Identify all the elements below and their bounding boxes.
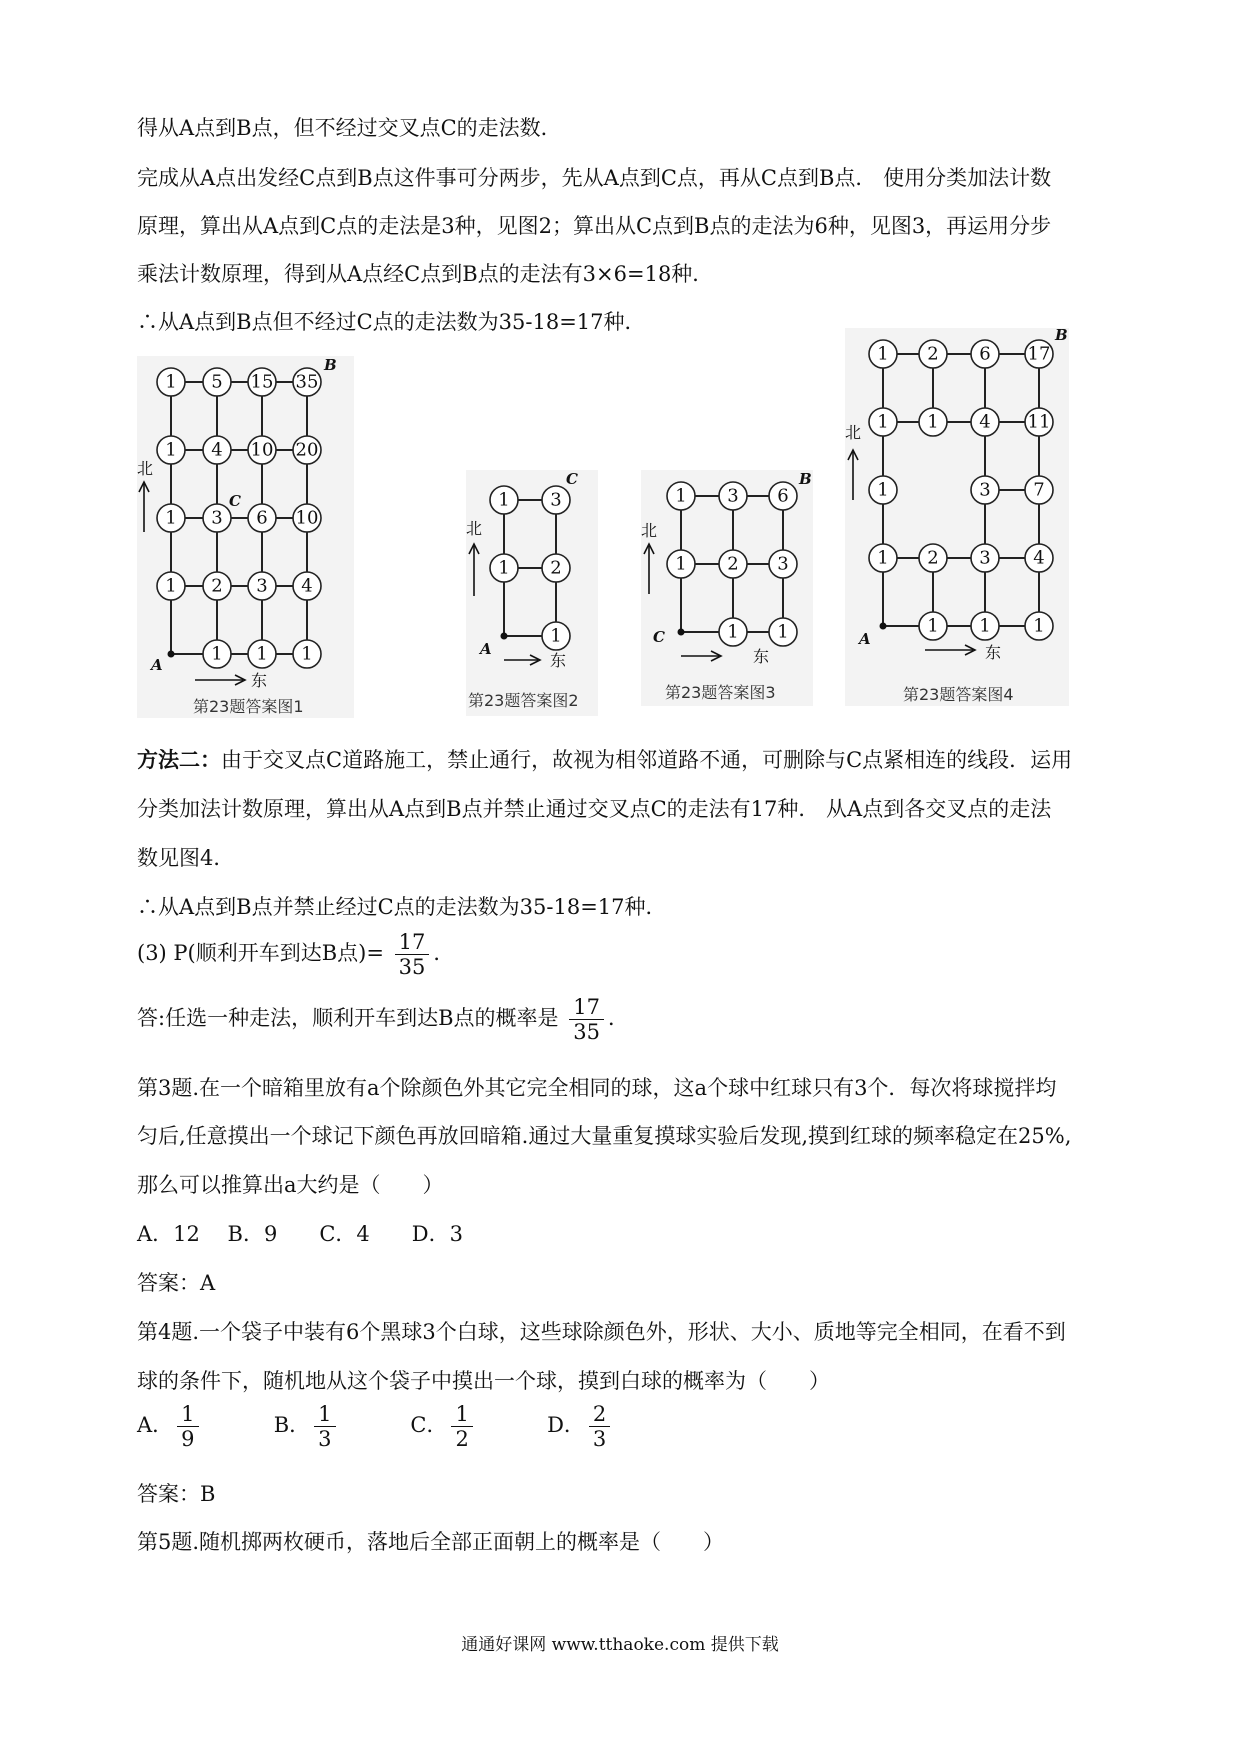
text-line: 分类加法计数原理，算出从A点到B点并禁止通过交叉点C的走法有17种． 从A点到各交叉点的走法 <box>137 797 1052 821</box>
fraction-denominator: 9 <box>181 1427 195 1452</box>
node-value: 5 <box>211 371 223 393</box>
text-run: 答:任选一种走法，顺利开车到达B点的概率是 <box>137 1006 559 1031</box>
question-4-answer: 答案：B <box>137 1482 216 1506</box>
node-value: 1 <box>927 411 939 433</box>
text-line: 乘法计数原理，得到从A点经C点到B点的走法有3×6=18种． <box>137 262 714 286</box>
node-value: 1 <box>877 343 889 365</box>
label-b: B <box>324 356 337 374</box>
label-c: C <box>653 628 665 646</box>
question-4-line: 第4题.一个袋子中装有6个黑球3个白球，这些球除颜色外，形状、大小、质地等完全相同，在看不到 <box>137 1320 1066 1344</box>
option-letter: D． <box>547 1413 585 1438</box>
question-3-line: 第3题.在一个暗箱里放有a个除颜色外其它完全相同的球，这a个球中红球只有3个．每次将球搅拌均 <box>137 1076 1057 1100</box>
label-c: C <box>229 492 241 510</box>
answer-line <box>137 995 629 1044</box>
fraction <box>395 930 430 979</box>
page-footer: 通通好课网 www.tthaoke.com 提供下载 <box>461 1635 779 1655</box>
text-line: 那么可以推算出a大约是（ ） <box>137 1173 444 1197</box>
node-value: 1 <box>498 557 510 579</box>
option-letter: B． <box>273 1413 311 1438</box>
node-value: 3 <box>256 575 268 597</box>
node-value: 1 <box>877 547 889 569</box>
fraction <box>589 1402 610 1451</box>
method-two-line <box>137 744 1072 774</box>
east-label: 东 <box>985 643 1002 662</box>
label-a: A <box>480 640 492 658</box>
node-value: 1 <box>979 615 991 637</box>
fraction-numerator: 17 <box>569 995 604 1020</box>
east-arrow-icon <box>681 651 721 661</box>
east-label: 东 <box>251 671 268 690</box>
question-4-options <box>137 1402 677 1451</box>
node-value: 7 <box>1033 479 1045 501</box>
figure-1 <box>137 356 354 718</box>
node-value: 10 <box>250 439 274 461</box>
text-line: 数见图4． <box>137 846 235 870</box>
north-label: 北 <box>137 459 154 478</box>
question-3-options: A．12 B．9 C．4 D．3 <box>137 1222 463 1246</box>
label-a: A <box>859 630 871 648</box>
fraction <box>451 1402 472 1451</box>
node-value: 1 <box>675 553 687 575</box>
figure-2 <box>466 470 598 716</box>
node-value: 1 <box>256 643 268 665</box>
node-value: 1 <box>927 615 939 637</box>
node-value: 3 <box>979 479 991 501</box>
point-a <box>501 633 508 640</box>
node-value: 3 <box>777 553 789 575</box>
east-arrow-icon <box>925 645 975 655</box>
node-value: 1 <box>498 489 510 511</box>
node-value: 3 <box>979 547 991 569</box>
node-value: 6 <box>256 507 268 529</box>
text-run: 由于交叉点C道路施工，禁止通行，故视为相邻道路不通，可删除与C点紧相连的线段．运用 <box>221 748 1073 772</box>
node-value: 2 <box>550 557 562 579</box>
node-value: 4 <box>1033 547 1045 569</box>
label-b: B <box>1055 328 1068 344</box>
text-run: ． <box>607 1006 629 1031</box>
node-value: 11 <box>1027 411 1051 433</box>
text-run: (3) P(顺利开车到达B点)= <box>137 941 384 966</box>
node-value: 17 <box>1027 343 1051 365</box>
north-label: 北 <box>641 521 658 540</box>
text-line: 完成从A点出发经C点到B点这件事可分两步，先从A点到C点，再从C点到B点． 使用分类加法计数 <box>137 166 1052 190</box>
figure-caption: 第23题答案图4 <box>903 685 1014 704</box>
node-value: 1 <box>675 485 687 507</box>
node-value: 4 <box>301 575 313 597</box>
point-c <box>678 629 685 636</box>
figure-caption: 第23题答案图3 <box>665 683 776 702</box>
node-value: 6 <box>979 343 991 365</box>
north-arrow-icon <box>644 544 654 594</box>
east-label: 东 <box>753 647 770 666</box>
north-label: 北 <box>466 519 483 538</box>
probability-line <box>137 930 454 979</box>
option-letter: C． <box>410 1413 448 1438</box>
fraction <box>177 1402 198 1451</box>
option-b <box>274 1402 404 1451</box>
label-c: C <box>566 470 578 488</box>
east-arrow-icon <box>504 655 540 665</box>
node-value: 1 <box>301 643 313 665</box>
node-value: 3 <box>550 489 562 511</box>
question-5-line: 第5题.随机掷两枚硬币，落地后全部正面朝上的概率是（ ） <box>137 1530 725 1554</box>
label-b: B <box>799 470 812 488</box>
node-value: 1 <box>550 625 562 647</box>
figure-3 <box>641 470 813 706</box>
node-value: 1 <box>165 439 177 461</box>
node-value: 35 <box>295 371 319 393</box>
north-arrow-icon <box>848 450 858 500</box>
node-value: 1 <box>727 621 739 643</box>
east-label: 东 <box>550 651 567 670</box>
node-value: 1 <box>165 371 177 393</box>
text-line: ∴从A点到B点但不经过C点的走法数为35-18=17种． <box>137 310 646 334</box>
figure-4 <box>845 328 1069 706</box>
figure-caption: 第23题答案图1 <box>193 697 304 716</box>
node-value: 1 <box>1033 615 1045 637</box>
node-value: 1 <box>165 575 177 597</box>
fraction-numerator: 1 <box>314 1402 335 1427</box>
node-value: 10 <box>295 507 319 529</box>
option-d <box>547 1402 677 1451</box>
text-line: 得从A点到B点，但不经过交叉点C的走法数． <box>137 116 562 140</box>
fraction-denominator: 3 <box>318 1427 332 1452</box>
option-c <box>410 1402 540 1451</box>
fraction-denominator: 35 <box>398 955 426 980</box>
node-value: 3 <box>211 507 223 529</box>
node-value: 2 <box>927 547 939 569</box>
node-value: 1 <box>165 507 177 529</box>
text-run: ． <box>433 941 455 966</box>
node-value: 3 <box>727 485 739 507</box>
east-arrow-icon <box>195 675 245 685</box>
fraction-denominator: 3 <box>592 1427 607 1452</box>
node-value: 15 <box>250 371 274 393</box>
node-value: 2 <box>927 343 939 365</box>
north-label: 北 <box>845 423 862 442</box>
node-value: 6 <box>777 485 789 507</box>
node-value: 2 <box>727 553 739 575</box>
fraction-numerator: 17 <box>395 930 430 955</box>
node-circles <box>869 340 1053 640</box>
node-value: 4 <box>979 411 991 433</box>
figure-caption: 第23题答案图2 <box>468 691 579 710</box>
node-value: 1 <box>877 479 889 501</box>
text-line: 原理，算出从A点到C点的走法是3种，见图2；算出从C点到B点的走法为6种，见图3，再运用分步 <box>137 214 1052 238</box>
fraction-denominator: 2 <box>455 1427 469 1452</box>
text-line: 球的条件下，随机地从这个袋子中摸出一个球，摸到白球的概率为（ ） <box>137 1369 830 1393</box>
fraction <box>314 1402 335 1451</box>
method-two-label: 方法二： <box>137 747 221 772</box>
text-line: ∴从A点到B点并禁止经过C点的走法数为35-18=17种． <box>137 895 667 919</box>
label-a: A <box>151 656 163 674</box>
fraction-denominator: 35 <box>573 1020 600 1045</box>
node-value: 1 <box>877 411 889 433</box>
north-arrow-icon <box>139 482 149 532</box>
fraction-numerator: 1 <box>451 1402 472 1427</box>
option-a <box>137 1402 267 1451</box>
node-value: 20 <box>295 439 319 461</box>
fraction-numerator: 1 <box>177 1402 198 1427</box>
fraction-numerator: 2 <box>589 1402 610 1427</box>
node-value: 1 <box>211 643 223 665</box>
node-value: 4 <box>211 439 223 461</box>
point-a <box>168 651 175 658</box>
node-value: 1 <box>777 621 789 643</box>
node-value: 2 <box>211 575 223 597</box>
text-line: 匀后,任意摸出一个球记下颜色再放回暗箱.通过大量重复摸球实验后发现,摸到红球的频率稳定在25%, <box>137 1124 1072 1148</box>
question-3-answer: 答案：A <box>137 1271 216 1295</box>
fraction <box>569 995 604 1044</box>
option-letter: A． <box>137 1413 174 1438</box>
north-arrow-icon <box>469 544 479 596</box>
point-a <box>880 623 887 630</box>
